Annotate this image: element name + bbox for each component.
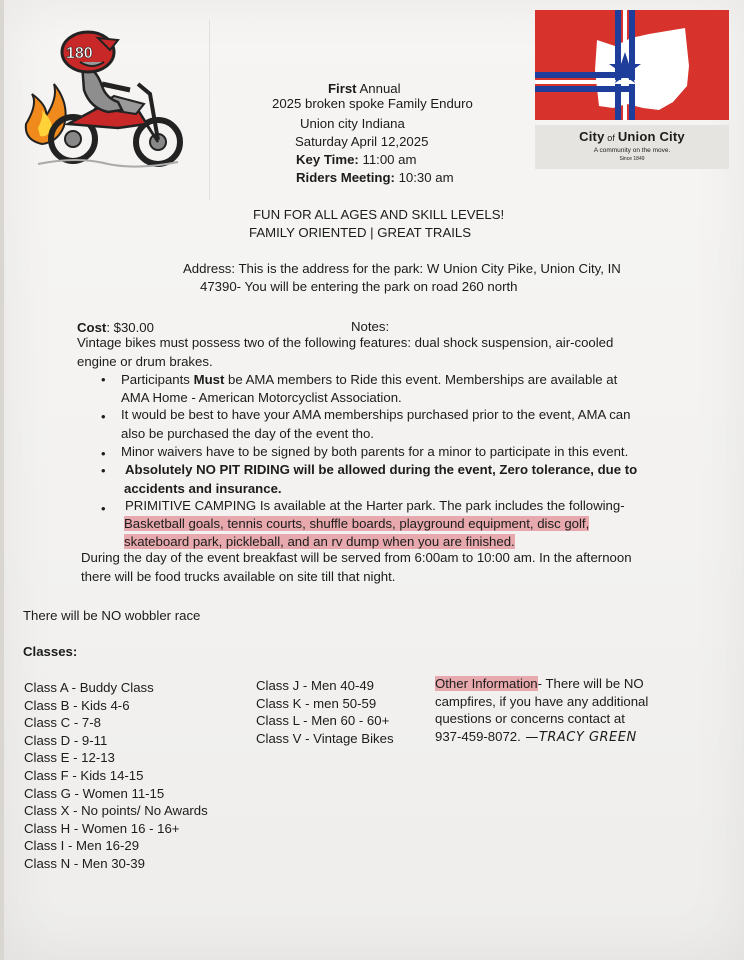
- class-item: Class G - Women 11-15: [24, 785, 165, 801]
- bullet5-line1: PRIMITIVE CAMPING Is available at the Harter park. The park includes the following-: [125, 498, 625, 513]
- class-item: Class A - Buddy Class: [24, 680, 154, 695]
- ohio-flag-icon: [535, 10, 729, 120]
- class-item: Class H - Women 16 - 16+: [24, 820, 180, 836]
- bullet-icon: •: [101, 463, 106, 478]
- key-time-value: 11:00 am: [358, 152, 417, 167]
- bullet5-line2: [124, 515, 589, 533]
- address-line1: Address: This is the address for the park: W Union City Pike, Union City, IN: [183, 261, 621, 276]
- tagline-line2: FAMILY ORIENTED | GREAT TRAILS: [249, 225, 472, 240]
- bike-mascot-logo: [18, 24, 188, 174]
- class-item: Class C - 7-8: [24, 715, 101, 731]
- class-item: Class E - 12-13: [24, 750, 115, 766]
- bullet-icon: •: [101, 446, 106, 461]
- contact-phone: 937-459-8072.: [435, 728, 521, 744]
- riders-meeting-value: 10:30 am: [394, 170, 454, 185]
- class-item: Class L - Men 60 - 60+: [256, 713, 390, 729]
- other-info-line2: campfires, if you have any additional: [435, 693, 649, 709]
- bullet-icon: •: [101, 501, 106, 516]
- other-info-label: Other Information: [435, 676, 538, 691]
- tagline-line1: FUN FOR ALL AGES AND SKILL LEVELS!: [253, 207, 505, 222]
- bullet1-line2: AMA Home - American Motorcyclist Association.: [121, 390, 402, 405]
- classes-title: Classes:: [23, 644, 78, 659]
- bullet1-must: Must: [193, 372, 225, 387]
- city-name-suffix: Union City: [617, 129, 685, 144]
- cost-label: Cost: [77, 320, 107, 335]
- vintage-line2: engine or drum brakes.: [77, 354, 213, 369]
- event-title: 2025 broken spoke Family Enduro: [272, 96, 473, 111]
- event-location: Union city Indiana: [300, 116, 405, 131]
- bullet5-highlight-2: skateboard park, pickleball, and an rv dump when you are finished.: [124, 534, 515, 549]
- other-info-line1-rest: - There will be NO: [537, 676, 644, 691]
- city-since: Since 1849: [619, 156, 645, 162]
- bullet1-line1: [121, 371, 617, 389]
- other-information: [435, 675, 648, 746]
- header-first: First: [328, 81, 357, 96]
- paper-fold-line: [209, 20, 210, 200]
- other-info-line3: questions or concerns contact at: [435, 711, 625, 727]
- class-item: Class I - Men 16-29: [24, 838, 140, 854]
- city-name-of: of: [604, 133, 618, 143]
- city-logo-caption: [535, 125, 729, 169]
- class-item: Class X - No points/ No Awards: [24, 803, 208, 819]
- city-name: [535, 129, 729, 146]
- class-item: Class V - Vintage Bikes: [256, 730, 394, 746]
- classes-column-1: [24, 679, 208, 873]
- class-item: Class D - 9-11: [24, 732, 108, 748]
- class-item: Class K - men 50-59: [256, 695, 377, 711]
- bullet2-line1: It would be best to have your AMA memberships purchased prior to the event, AMA can: [121, 407, 631, 422]
- key-time-label: Key Time:: [296, 152, 359, 167]
- riders-meeting: [296, 169, 454, 187]
- flyer-paper: [4, 0, 744, 960]
- city-name-prefix: City: [579, 129, 605, 144]
- bullet-icon: •: [101, 372, 106, 387]
- class-item: Class N - Men 30-39: [24, 855, 145, 871]
- other-info-line4: [435, 728, 648, 747]
- wobbler-notice: There will be NO wobbler race: [23, 608, 201, 623]
- notes-label: Notes:: [351, 319, 390, 334]
- class-item: Class J - Men 40-49: [256, 678, 374, 693]
- address-line2: 47390- You will be entering the park on road 260 north: [200, 279, 518, 294]
- bullet1-pre: Participants: [121, 372, 194, 387]
- classes-column-2: [256, 677, 394, 747]
- class-item: Class F - Kids 14-15: [24, 767, 144, 783]
- key-time: [296, 151, 416, 169]
- header-annual: Annual: [356, 81, 401, 96]
- bullet5-line3: [124, 533, 515, 551]
- bike-logo-number: 180: [66, 45, 93, 62]
- bullet1-post: be AMA members to Ride this event. Memberships are available at: [224, 372, 618, 387]
- bullet-icon: •: [101, 409, 106, 424]
- city-logo: [535, 10, 729, 164]
- handwritten-signature: —TRACY GREEN: [520, 729, 637, 745]
- class-item: Class B - Kids 4-6: [24, 697, 130, 713]
- bullet4-line1: Absolutely NO PIT RIDING will be allowed during the event, Zero tolerance, due to: [125, 462, 638, 477]
- event-date: Saturday April 12,2025: [295, 134, 429, 149]
- other-info-line1: [435, 675, 648, 693]
- vintage-line1: Vintage bikes must possess two of the following features: dual shock suspension, air-cooled: [77, 335, 614, 350]
- bullet3-line1: Minor waivers have to be signed by both parents for a minor to participate in this event.: [121, 444, 629, 459]
- cost-value: : $30.00: [106, 320, 154, 335]
- riders-meeting-label: Riders Meeting:: [296, 170, 395, 185]
- bullet5-highlight-1: Basketball goals, tennis courts, shuffle boards, playground equipment, disc golf,: [124, 516, 590, 531]
- city-tagline: A community on the move.: [593, 147, 671, 154]
- breakfast-line1: During the day of the event breakfast will be served from 6:00am to 10:00 am. In the afternoon: [81, 550, 632, 565]
- bullet4-line2: accidents and insurance.: [124, 481, 282, 496]
- breakfast-line2: there will be food trucks available on site till that night.: [81, 569, 396, 584]
- bullet2-line2: also be purchased the day of the event tho.: [121, 426, 374, 441]
